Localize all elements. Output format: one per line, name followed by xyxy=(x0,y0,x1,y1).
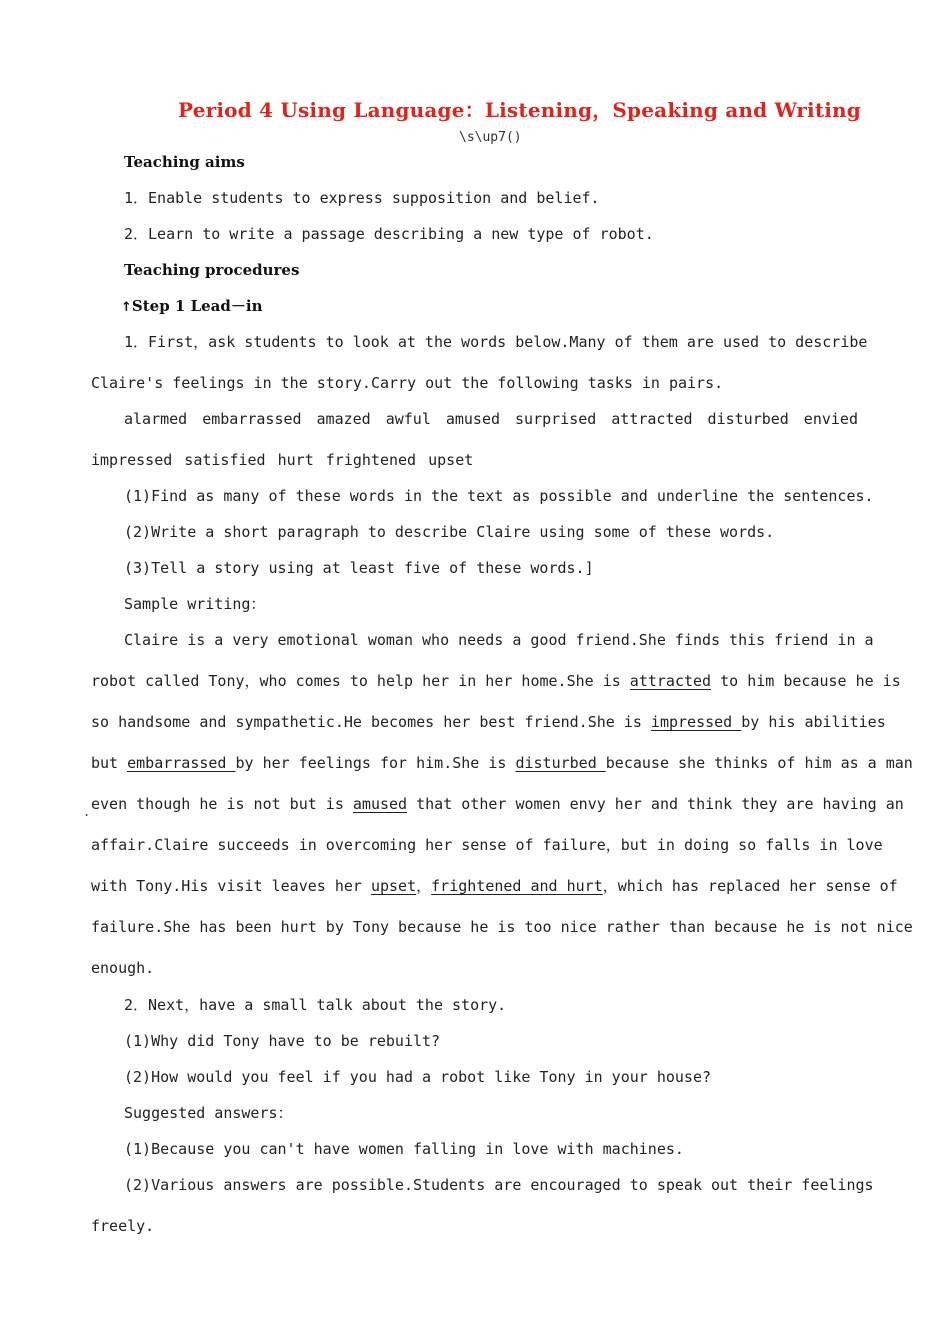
aim-item-1: 1．Enable students to express supposition and belief. xyxy=(124,189,600,207)
text-run: by her feelings for him.She is xyxy=(235,754,516,772)
underlined-phrase: frightened and hurt xyxy=(431,877,603,895)
text-run: because she thinks of him as a man xyxy=(605,754,913,772)
text-run: so handsome and sympathetic.He becomes her best friend.She is xyxy=(91,713,651,731)
word-list-line-1: alarmed embarrassed amazed awful amused surprised attracted disturbed envied xyxy=(124,410,858,428)
underlined-word: attracted xyxy=(629,672,712,690)
underlined-word: impressed xyxy=(650,713,742,731)
answer-2-line-1: (2)Various answers are possible.Students are encouraged to speak out their feelings xyxy=(124,1176,874,1194)
aim-item-2: 2．Learn to write a passage describing a new type of robot. xyxy=(124,225,654,243)
text-run: to him because he is xyxy=(711,672,901,690)
sample-line-9: enough. xyxy=(91,959,155,977)
step1-label: Step 1 Lead－in xyxy=(131,297,263,315)
text-run: even though he is not but is xyxy=(91,795,353,813)
step1-heading xyxy=(121,296,262,318)
task2-question-2: (2)How would you feel if you had a robot like Tony in your house? xyxy=(124,1068,711,1086)
task2-question-1: (1)Why did Tony have to be rebuilt? xyxy=(124,1032,441,1050)
text-run: that other women envy her and think they are having an xyxy=(407,795,904,813)
sample-line-7 xyxy=(91,876,898,896)
text-run: ， xyxy=(416,877,432,895)
text-run: with Tony.His visit leaves her xyxy=(91,877,371,895)
teaching-aims-heading: Teaching aims xyxy=(124,153,245,171)
underlined-word: embarrassed xyxy=(127,754,236,772)
sample-line-4 xyxy=(91,753,913,773)
text-run: by his abilities xyxy=(741,713,886,731)
text-run: but xyxy=(91,754,128,772)
task2-line: 2．Next，have a small talk about the story. xyxy=(124,996,507,1014)
sample-line-8: failure.She has been hurt by Tony because he is too nice rather than because he is not nice xyxy=(91,918,913,936)
anchor-mark-icon: ↑ xyxy=(121,300,132,315)
text-run: ，which has replaced her sense of xyxy=(602,877,898,895)
suggested-answers-label: Suggested answers： xyxy=(124,1104,293,1122)
answer-2-line-2: freely. xyxy=(91,1217,155,1235)
underlined-word: disturbed xyxy=(515,754,606,772)
word-list-line-2: impressed satisfied hurt frightened upset xyxy=(91,451,474,469)
task1-sub-2: (2)Write a short paragraph to describe Claire using some of these words. xyxy=(124,523,775,541)
teaching-procedures-heading: Teaching procedures xyxy=(124,261,300,279)
sample-line-6: affair.Claire succeeds in overcoming her sense of failure，but in doing so falls in love xyxy=(91,836,883,854)
text-run: robot called Tony，who comes to help her in her home.She is xyxy=(91,672,630,690)
underlined-word: upset xyxy=(370,877,417,895)
task1-sub-3: (3)Tell a story using at least five of these words.] xyxy=(124,559,594,577)
field-code-text: \s\up7() xyxy=(459,130,522,145)
task1-line-1: 1．First，ask students to look at the words below.Many of them are used to describe xyxy=(124,333,868,351)
sample-line-3 xyxy=(91,712,886,732)
task1-line-2: Claire's feelings in the story.Carry out the following tasks in pairs. xyxy=(91,374,724,392)
page-title: Period 4 Using Language：Listening，Speaking and Writing xyxy=(178,98,861,122)
task1-sub-1: (1)Find as many of these words in the text as possible and underline the sentences. xyxy=(124,487,874,505)
sample-writing-label: Sample writing： xyxy=(124,595,266,613)
answer-1: (1)Because you can't have women falling in love with machines. xyxy=(124,1140,684,1158)
sample-line-1: Claire is a very emotional woman who needs a good friend.She finds this friend in a xyxy=(124,631,874,649)
margin-dot: . xyxy=(83,805,91,819)
sample-line-5 xyxy=(91,794,904,814)
underlined-word: amused xyxy=(352,795,408,813)
sample-line-2 xyxy=(91,671,901,691)
